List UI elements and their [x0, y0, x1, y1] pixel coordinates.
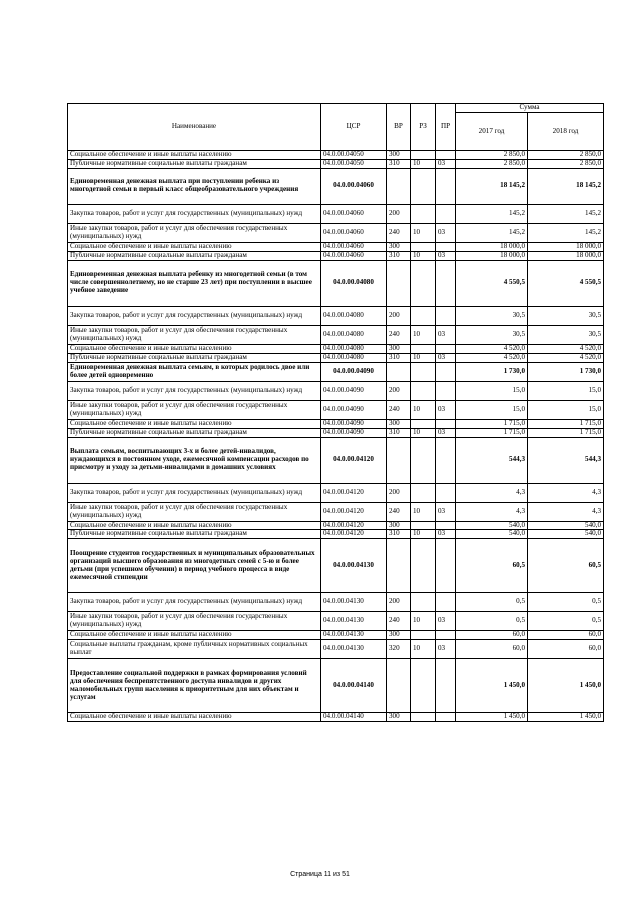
table-row [68, 223, 604, 242]
row-sum-2018-cell: 1 715,0 [528, 419, 604, 428]
table-row [68, 251, 604, 260]
row-csr-cell: 04.0.00.04120 [321, 502, 387, 521]
row-vr-cell: 200 [387, 381, 411, 400]
row-sum-2018-cell: 30,5 [528, 325, 604, 344]
row-sum-2018-cell: 60,5 [528, 539, 604, 593]
row-vr-cell: 240 [387, 612, 411, 631]
row-name-cell: Публичные нормативные социальные выплаты гражданам [68, 353, 321, 362]
header-pr: ПР [436, 104, 456, 151]
row-pr-cell [436, 593, 456, 612]
row-rz-cell: 10 [411, 325, 436, 344]
row-vr-cell: 320 [387, 640, 411, 659]
row-name-cell: Единовременная денежная выплата ребенку из многодетной семьи (в том числе совершеннолетнему, но не старше 23 лет) при поступлении в высшее учебное заведение [68, 260, 321, 306]
row-csr-cell: 04.0.00.04060 [321, 251, 387, 260]
row-rz-cell: 10 [411, 223, 436, 242]
row-name-cell: Социальное обеспечение и иные выплаты населению [68, 344, 321, 353]
row-name-cell: Публичные нормативные социальные выплаты гражданам [68, 530, 321, 539]
row-pr-cell [436, 306, 456, 325]
row-vr-cell [387, 659, 411, 713]
row-vr-cell: 300 [387, 631, 411, 640]
row-csr-cell: 04.0.00.04090 [321, 419, 387, 428]
row-pr-cell [436, 659, 456, 713]
row-sum-2017-cell: 4 520,0 [456, 353, 528, 362]
row-rz-cell [411, 306, 436, 325]
row-csr-cell: 04.0.00.04130 [321, 539, 387, 593]
row-pr-cell [436, 168, 456, 204]
row-sum-2017-cell: 540,0 [456, 521, 528, 530]
row-vr-cell: 300 [387, 242, 411, 251]
row-name-cell: Иные закупки товаров, работ и услуг для обеспечения государственных (муниципальных) нужд [68, 223, 321, 242]
row-vr-cell [387, 539, 411, 593]
row-pr-cell [436, 483, 456, 502]
row-csr-cell: 04.0.00.04120 [321, 437, 387, 483]
row-rz-cell [411, 521, 436, 530]
table-row [68, 168, 604, 204]
row-name-cell: Предоставление социальной поддержки в рамках формирования условий для обеспечения беспрепятственного доступа инвалидов и других маломобильных групп населения к приоритетным для них объектам и услугам [68, 659, 321, 713]
row-rz-cell [411, 659, 436, 713]
row-sum-2017-cell: 1 715,0 [456, 428, 528, 437]
row-sum-2017-cell: 145,2 [456, 204, 528, 223]
row-vr-cell [387, 437, 411, 483]
row-sum-2017-cell: 18 000,0 [456, 242, 528, 251]
row-name-cell: Публичные нормативные социальные выплаты гражданам [68, 251, 321, 260]
row-name-cell: Закупка товаров, работ и услуг для государственных (муниципальных) нужд [68, 306, 321, 325]
row-sum-2018-cell: 540,0 [528, 530, 604, 539]
table-row [68, 631, 604, 640]
row-pr-cell: 03 [436, 325, 456, 344]
table-row [68, 483, 604, 502]
row-vr-cell [387, 168, 411, 204]
row-sum-2017-cell: 4,3 [456, 483, 528, 502]
table-row [68, 344, 604, 353]
table-row [68, 151, 604, 160]
row-vr-cell: 310 [387, 353, 411, 362]
table-row [68, 539, 604, 593]
row-sum-2018-cell: 1 730,0 [528, 362, 604, 381]
row-sum-2018-cell: 18 000,0 [528, 242, 604, 251]
row-csr-cell: 04.0.00.04130 [321, 593, 387, 612]
row-csr-cell: 04.0.00.04080 [321, 325, 387, 344]
header-year-2017: 2017 год [456, 113, 528, 151]
row-vr-cell: 240 [387, 325, 411, 344]
row-csr-cell: 04.0.00.04090 [321, 362, 387, 381]
row-sum-2017-cell: 4,3 [456, 502, 528, 521]
row-csr-cell: 04.0.00.04140 [321, 713, 387, 722]
row-name-cell: Иные закупки товаров, работ и услуг для обеспечения государственных (муниципальных) нужд [68, 502, 321, 521]
table-row [68, 204, 604, 223]
row-name-cell: Иные закупки товаров, работ и услуг для обеспечения государственных (муниципальных) нужд [68, 612, 321, 631]
row-name-cell: Социальные выплаты гражданам, кроме публичных нормативных социальных выплат [68, 640, 321, 659]
header-rz: РЗ [411, 104, 436, 151]
row-vr-cell: 310 [387, 159, 411, 168]
header-name: Наименование [68, 104, 321, 151]
row-sum-2018-cell: 4 520,0 [528, 344, 604, 353]
row-vr-cell: 240 [387, 223, 411, 242]
header-year-2018: 2018 год [528, 113, 604, 151]
row-name-cell: Иные закупки товаров, работ и услуг для обеспечения государственных (муниципальных) нужд [68, 400, 321, 419]
row-pr-cell [436, 521, 456, 530]
row-vr-cell: 300 [387, 344, 411, 353]
row-sum-2017-cell: 18 145,2 [456, 168, 528, 204]
table-row [68, 260, 604, 306]
row-rz-cell [411, 168, 436, 204]
row-name-cell: Социальное обеспечение и иные выплаты населению [68, 242, 321, 251]
row-rz-cell: 10 [411, 502, 436, 521]
row-rz-cell [411, 631, 436, 640]
row-name-cell: Социальное обеспечение и иные выплаты населению [68, 419, 321, 428]
row-sum-2018-cell: 0,5 [528, 593, 604, 612]
row-vr-cell [387, 362, 411, 381]
row-sum-2017-cell: 4 550,5 [456, 260, 528, 306]
row-name-cell: Социальное обеспечение и иные выплаты населению [68, 521, 321, 530]
row-sum-2017-cell: 60,0 [456, 640, 528, 659]
row-sum-2018-cell: 4,3 [528, 502, 604, 521]
row-rz-cell: 10 [411, 159, 436, 168]
row-csr-cell: 04.0.00.04060 [321, 168, 387, 204]
row-vr-cell: 300 [387, 713, 411, 722]
page-number: Страница 11 из 51 [290, 871, 350, 878]
row-csr-cell: 04.0.00.04140 [321, 659, 387, 713]
row-vr-cell: 300 [387, 419, 411, 428]
row-rz-cell: 10 [411, 251, 436, 260]
row-sum-2017-cell: 18 000,0 [456, 251, 528, 260]
row-sum-2017-cell: 30,5 [456, 306, 528, 325]
table-row [68, 521, 604, 530]
table-row [68, 306, 604, 325]
row-vr-cell: 200 [387, 306, 411, 325]
table-row [68, 593, 604, 612]
row-sum-2017-cell: 30,5 [456, 325, 528, 344]
row-rz-cell [411, 204, 436, 223]
row-csr-cell: 04.0.00.04130 [321, 631, 387, 640]
row-sum-2018-cell: 2 850,0 [528, 159, 604, 168]
row-sum-2017-cell: 544,3 [456, 437, 528, 483]
table-row [68, 400, 604, 419]
table-body [68, 151, 604, 722]
row-sum-2018-cell: 0,5 [528, 612, 604, 631]
row-sum-2018-cell: 18 000,0 [528, 251, 604, 260]
row-sum-2017-cell: 1 730,0 [456, 362, 528, 381]
row-name-cell: Закупка товаров, работ и услуг для государственных (муниципальных) нужд [68, 381, 321, 400]
row-rz-cell [411, 344, 436, 353]
row-pr-cell [436, 381, 456, 400]
row-csr-cell: 04.0.00.04130 [321, 640, 387, 659]
table-row [68, 437, 604, 483]
row-name-cell: Закупка товаров, работ и услуг для государственных (муниципальных) нужд [68, 483, 321, 502]
row-sum-2017-cell: 1 450,0 [456, 659, 528, 713]
row-sum-2017-cell: 15,0 [456, 381, 528, 400]
row-pr-cell [436, 242, 456, 251]
row-pr-cell: 03 [436, 502, 456, 521]
row-csr-cell: 04.0.00.04090 [321, 381, 387, 400]
row-pr-cell: 03 [436, 400, 456, 419]
row-vr-cell: 240 [387, 502, 411, 521]
row-pr-cell [436, 713, 456, 722]
row-rz-cell [411, 713, 436, 722]
row-name-cell: Закупка товаров, работ и услуг для государственных (муниципальных) нужд [68, 593, 321, 612]
row-sum-2017-cell: 2 850,0 [456, 159, 528, 168]
row-csr-cell: 04.0.00.04080 [321, 260, 387, 306]
row-name-cell: Выплата семьям, воспитывающих 3-х и более детей-инвалидов, нуждающихся в постоянном уходе, ежемесячной компенсации расходов по присмотру и уходу за детьми-инвалидами в домашних условиях [68, 437, 321, 483]
row-pr-cell: 03 [436, 428, 456, 437]
table-row [68, 612, 604, 631]
row-sum-2018-cell: 4 520,0 [528, 353, 604, 362]
row-sum-2018-cell: 18 145,2 [528, 168, 604, 204]
row-name-cell: Единовременная денежная выплата семьям, в которых родилось двое или более детей одновременно [68, 362, 321, 381]
row-sum-2018-cell: 145,2 [528, 223, 604, 242]
row-vr-cell: 300 [387, 521, 411, 530]
row-pr-cell: 03 [436, 640, 456, 659]
row-sum-2018-cell: 60,0 [528, 631, 604, 640]
row-sum-2018-cell: 30,5 [528, 306, 604, 325]
row-rz-cell [411, 260, 436, 306]
row-pr-cell: 03 [436, 612, 456, 631]
row-name-cell: Поощрение студентов государственных и муниципальных образовательных организаций высшего образования из многодетных семей с 5-ю и более детьми (при успешном обучении) в период учебного процесса в виде ежемесячной стипендии [68, 539, 321, 593]
header-csr: ЦСР [321, 104, 387, 151]
row-rz-cell: 10 [411, 400, 436, 419]
row-csr-cell: 04.0.00.04080 [321, 353, 387, 362]
row-name-cell: Социальное обеспечение и иные выплаты населению [68, 713, 321, 722]
row-csr-cell: 04.0.00.04060 [321, 242, 387, 251]
row-sum-2018-cell: 15,0 [528, 381, 604, 400]
row-pr-cell [436, 419, 456, 428]
row-sum-2018-cell: 1 450,0 [528, 659, 604, 713]
row-sum-2017-cell: 60,5 [456, 539, 528, 593]
table-row [68, 659, 604, 713]
row-csr-cell: 04.0.00.04060 [321, 204, 387, 223]
row-name-cell: Иные закупки товаров, работ и услуг для обеспечения государственных (муниципальных) нужд [68, 325, 321, 344]
row-rz-cell: 10 [411, 353, 436, 362]
row-csr-cell: 04.0.00.04090 [321, 428, 387, 437]
row-pr-cell [436, 344, 456, 353]
row-sum-2017-cell: 1 715,0 [456, 419, 528, 428]
row-sum-2017-cell: 15,0 [456, 400, 528, 419]
row-pr-cell: 03 [436, 530, 456, 539]
table-row [68, 502, 604, 521]
table-row [68, 353, 604, 362]
row-vr-cell: 300 [387, 151, 411, 160]
row-sum-2018-cell: 4 550,5 [528, 260, 604, 306]
row-vr-cell: 240 [387, 400, 411, 419]
row-rz-cell [411, 419, 436, 428]
row-sum-2018-cell: 60,0 [528, 640, 604, 659]
table-row [68, 159, 604, 168]
row-sum-2018-cell: 4,3 [528, 483, 604, 502]
row-pr-cell [436, 362, 456, 381]
row-vr-cell: 200 [387, 204, 411, 223]
row-rz-cell [411, 483, 436, 502]
row-rz-cell [411, 539, 436, 593]
row-sum-2018-cell: 1 450,0 [528, 713, 604, 722]
row-pr-cell: 03 [436, 223, 456, 242]
header-sum: Сумма [456, 104, 604, 113]
row-sum-2017-cell: 2 850,0 [456, 151, 528, 160]
row-csr-cell: 04.0.00.04080 [321, 344, 387, 353]
row-csr-cell: 04.0.00.04120 [321, 483, 387, 502]
row-pr-cell [436, 631, 456, 640]
row-rz-cell [411, 242, 436, 251]
table-row [68, 419, 604, 428]
table-row [68, 428, 604, 437]
row-vr-cell: 310 [387, 251, 411, 260]
row-rz-cell: 10 [411, 530, 436, 539]
row-csr-cell: 04.0.00.04050 [321, 159, 387, 168]
row-sum-2017-cell: 1 450,0 [456, 713, 528, 722]
budget-table [67, 103, 604, 722]
row-pr-cell [436, 539, 456, 593]
table-row [68, 242, 604, 251]
row-csr-cell: 04.0.00.04060 [321, 223, 387, 242]
row-sum-2017-cell: 4 520,0 [456, 344, 528, 353]
row-sum-2018-cell: 145,2 [528, 204, 604, 223]
row-pr-cell [436, 437, 456, 483]
row-sum-2017-cell: 60,0 [456, 631, 528, 640]
row-name-cell: Закупка товаров, работ и услуг для государственных (муниципальных) нужд [68, 204, 321, 223]
row-sum-2018-cell: 540,0 [528, 521, 604, 530]
row-sum-2017-cell: 540,0 [456, 530, 528, 539]
header-vr: ВР [387, 104, 411, 151]
row-name-cell: Социальное обеспечение и иные выплаты населению [68, 631, 321, 640]
table-row [68, 713, 604, 722]
row-csr-cell: 04.0.00.04120 [321, 521, 387, 530]
table-row [68, 381, 604, 400]
row-pr-cell [436, 151, 456, 160]
table-row [68, 530, 604, 539]
row-csr-cell: 04.0.00.04050 [321, 151, 387, 160]
row-name-cell: Публичные нормативные социальные выплаты гражданам [68, 159, 321, 168]
row-rz-cell: 10 [411, 640, 436, 659]
row-rz-cell: 10 [411, 612, 436, 631]
row-sum-2017-cell: 0,5 [456, 593, 528, 612]
row-vr-cell: 200 [387, 593, 411, 612]
row-rz-cell [411, 362, 436, 381]
row-pr-cell: 03 [436, 159, 456, 168]
table-row [68, 362, 604, 381]
row-sum-2017-cell: 145,2 [456, 223, 528, 242]
row-rz-cell [411, 437, 436, 483]
row-rz-cell [411, 151, 436, 160]
row-sum-2018-cell: 1 715,0 [528, 428, 604, 437]
row-sum-2018-cell: 2 850,0 [528, 151, 604, 160]
row-rz-cell: 10 [411, 428, 436, 437]
row-pr-cell [436, 204, 456, 223]
row-csr-cell: 04.0.00.04080 [321, 306, 387, 325]
row-sum-2018-cell: 15,0 [528, 400, 604, 419]
row-vr-cell: 200 [387, 483, 411, 502]
row-pr-cell: 03 [436, 251, 456, 260]
row-rz-cell [411, 381, 436, 400]
row-pr-cell [436, 260, 456, 306]
row-csr-cell: 04.0.00.04120 [321, 530, 387, 539]
table-row [68, 325, 604, 344]
row-vr-cell: 310 [387, 530, 411, 539]
row-csr-cell: 04.0.00.04130 [321, 612, 387, 631]
row-pr-cell: 03 [436, 353, 456, 362]
row-name-cell: Социальное обеспечение и иные выплаты населению [68, 151, 321, 160]
row-rz-cell [411, 593, 436, 612]
row-sum-2018-cell: 544,3 [528, 437, 604, 483]
row-name-cell: Публичные нормативные социальные выплаты гражданам [68, 428, 321, 437]
row-vr-cell: 310 [387, 428, 411, 437]
row-sum-2017-cell: 0,5 [456, 612, 528, 631]
row-name-cell: Единовременная денежная выплата при поступлении ребенка из многодетной семьи в первый класс общеобразовательного учреждения [68, 168, 321, 204]
table-row [68, 640, 604, 659]
row-csr-cell: 04.0.00.04090 [321, 400, 387, 419]
row-vr-cell [387, 260, 411, 306]
